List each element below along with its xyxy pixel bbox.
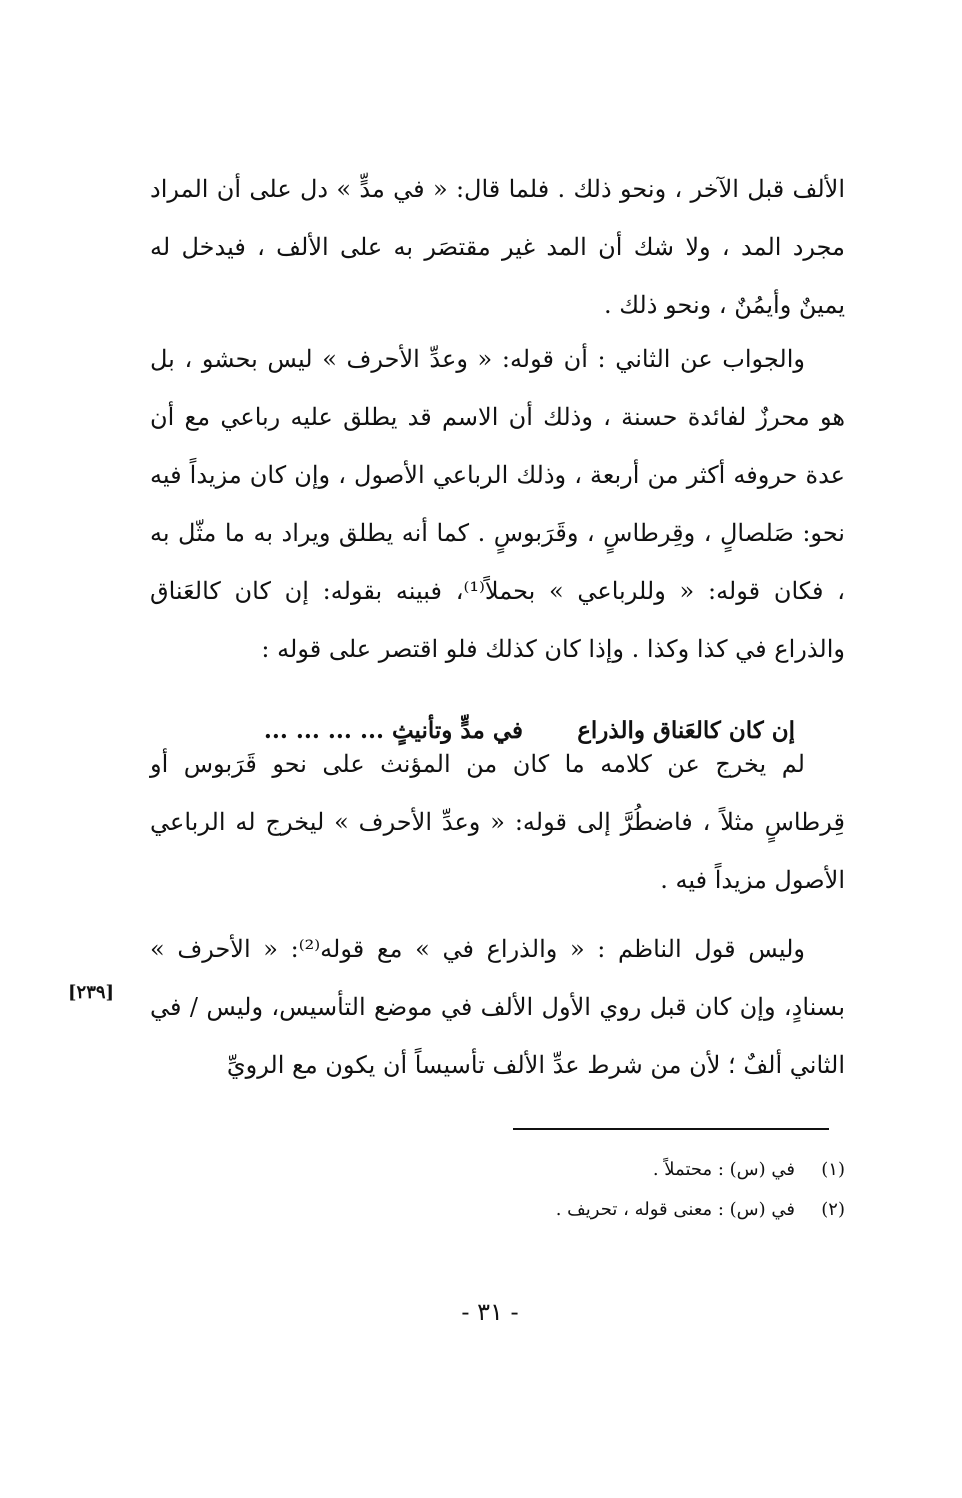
verse-hemistich-first: إن كان كالعَناق والذراع (577, 717, 795, 744)
body-paragraph-3 (150, 735, 845, 909)
paragraph-text: والجواب عن الثاني : أن قوله: « وعدِّ الأحرف » ليس بحشو ، بل هو محرزٌ لفائدة حسنة ، وذلك أن الاسم قد يطلق عليه رباعي مع أن عدة حروفه أكثر من أربعة ، وذلك الرباعي الأصول ، وإن كان مزيداً فيه نحو: صَلصالٍ ، وقِرطاسٍ ، وقَرَبوسٍ . كما أنه يطلق ويراد به ما مثّل به ، فكان قوله: « وللرباعي » بحملاً⁽¹⁾، فبينه بقوله: إن كان كالعَناق والذراع في كذا وكذا . وإذا كان كذلك فلو اقتصر على قوله : (150, 345, 846, 663)
body-paragraph-1 (150, 160, 845, 334)
footnote-2 (150, 1190, 845, 1230)
footnote-text: في (س) : معنى قوله ، تحريف . (555, 1199, 795, 1220)
manuscript-folio-reference: [٢٣٩] (68, 982, 115, 1003)
page-number: - ٣١ - (461, 1298, 519, 1326)
body-paragraph-2 (150, 330, 845, 678)
footnote-number: (٢) (821, 1199, 845, 1220)
footnote-text: في (س) : محتملاً . (652, 1159, 795, 1180)
footnotes (150, 1150, 845, 1230)
footnote-number: (١) (821, 1159, 845, 1180)
body-paragraph-4 (150, 920, 845, 1094)
verse-hemistich-second: في مدٍّ وتأنيثٍ ... ... ... ... (263, 717, 523, 744)
paragraph-text: الألف قبل الآخر ، ونحو ذلك . فلما قال: « في مدٍّ » دل على أن المراد مجرد المد ، ولا شك أن المد غير مقتصَر به على الألف ، فيدخل له يمينٌ وأيمُنٌ ، ونحو ذلك . (150, 175, 846, 319)
paragraph-text: لم يخرج عن كلامه ما كان من المؤنث على نحو قَرَبوس أو قِرطاسٍ مثلاً ، فاضطُرَّ إلى قوله: « وعدِّ الأحرف » ليخرج له الرباعي الأصول مزيداً فيه . (150, 750, 845, 894)
footnote-separator (513, 1128, 829, 1130)
footnote-1 (150, 1150, 845, 1190)
paragraph-text: وليس قول الناظم : « والذراع في » مع قوله⁽²⁾: « الأحرف » بسنادٍ، وإن كان قبل روي الأول الألف في موضع التأسيس، وليس / في الثاني ألفٌ ؛ لأن من شرط عدِّ الألف تأسيساً أن يكون مع الرويِّ (150, 935, 845, 1079)
